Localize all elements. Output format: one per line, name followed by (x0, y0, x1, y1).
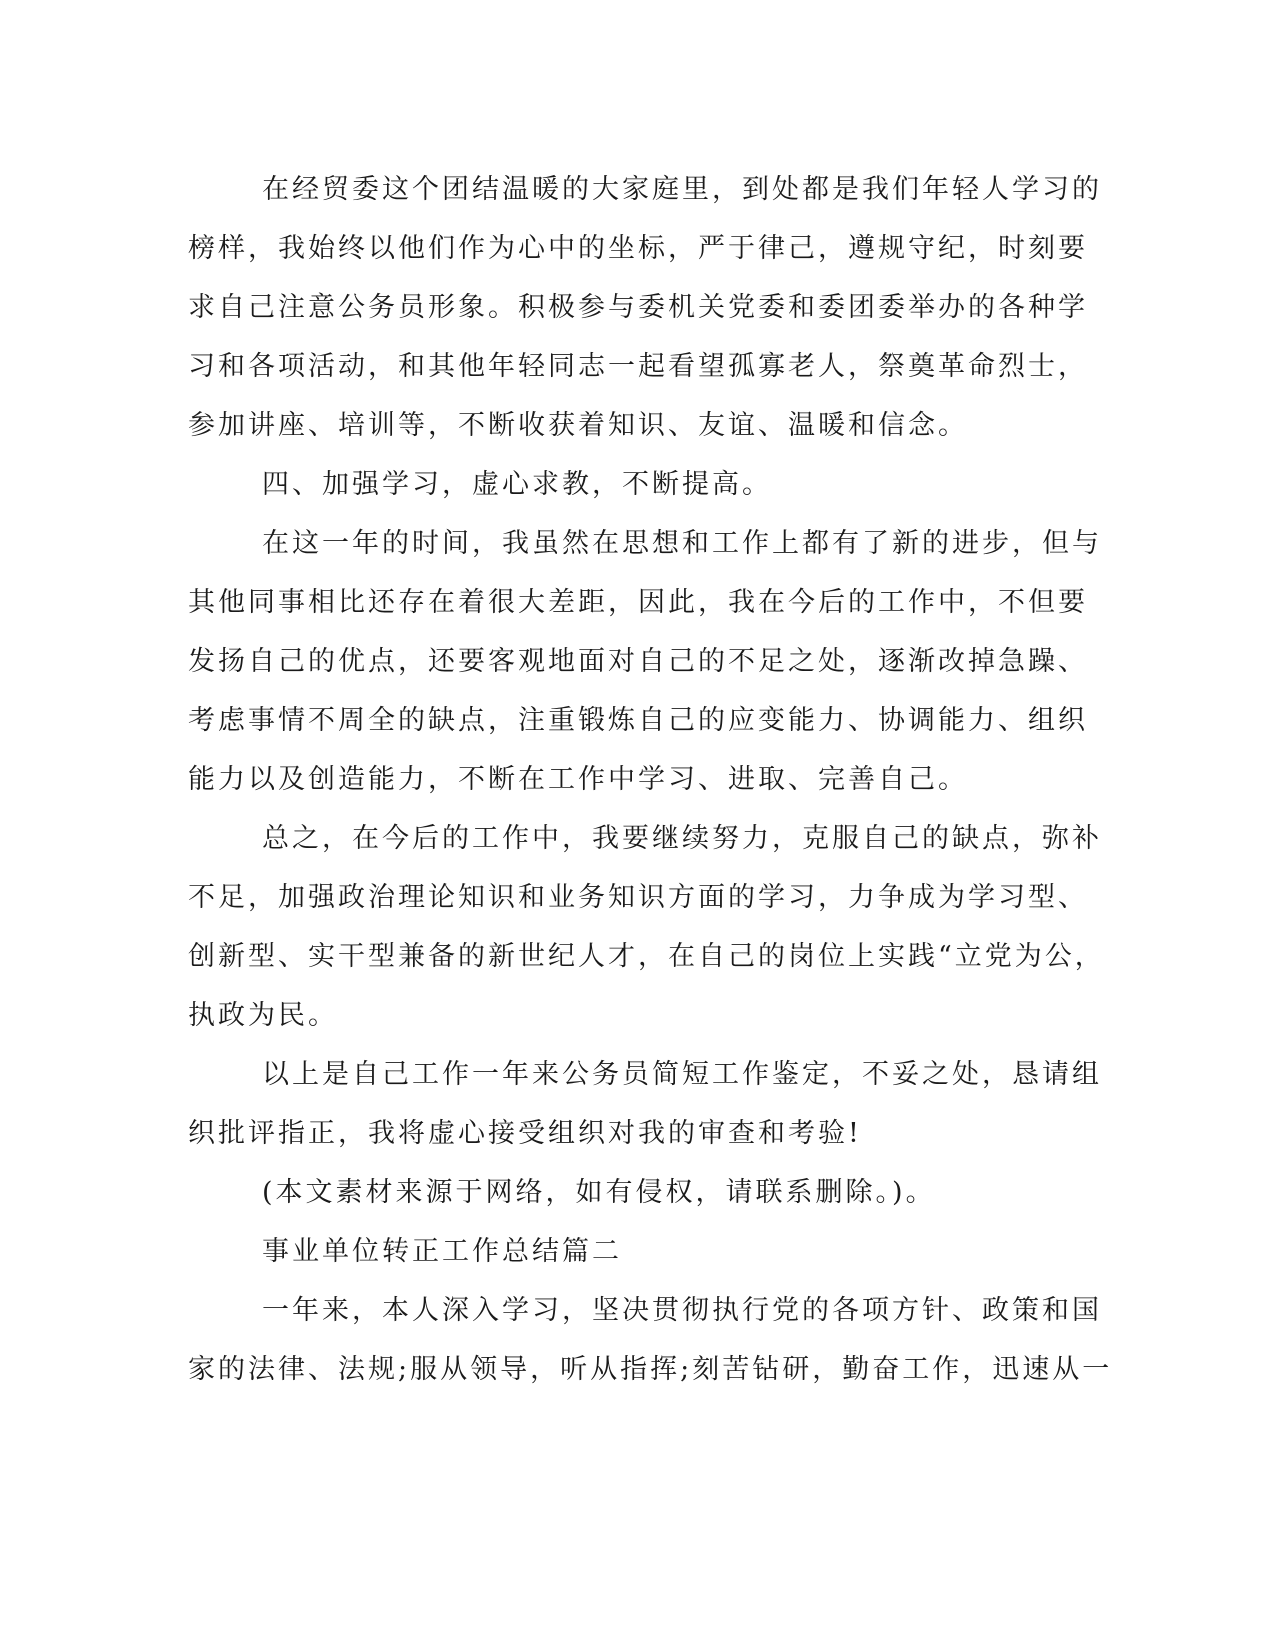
section-heading: 四、加强学习，虚心求教，不断提高。 (262, 469, 772, 500)
text-line: 求自己注意公务员形象。积极参与委机关党委和委团委举办的各种学 (188, 292, 1088, 323)
text-line: 创新型、实干型兼备的新世纪人才，在自己的岗位上实践“立党为公， (188, 941, 1105, 972)
source-note: (本文素材来源于网络，如有侵权，请联系删除。)。 (262, 1177, 936, 1208)
text-line: 家的法律、法规;服从领导，听从指挥;刻苦钻研，勤奋工作，迅速从一 (188, 1354, 1113, 1385)
document-body (188, 160, 1113, 1399)
text-line: 执政为民。 (188, 1000, 338, 1031)
text-line: 不足，加强政治理论知识和业务知识方面的学习，力争成为学习型、 (188, 882, 1088, 913)
text-line: 总之，在今后的工作中，我要继续努力，克服自己的缺点，弥补 (262, 823, 1102, 854)
section-title: 事业单位转正工作总结篇二 (262, 1236, 622, 1267)
text-line: 考虑事情不周全的缺点，注重锻炼自己的应变能力、协调能力、组织 (188, 705, 1088, 736)
text-line: 其他同事相比还存在着很大差距，因此，我在今后的工作中，不但要 (188, 587, 1088, 618)
text-line: 一年来，本人深入学习，坚决贯彻执行党的各项方针、政策和国 (262, 1295, 1102, 1326)
text-line: 在这一年的时间，我虽然在思想和工作上都有了新的进步，但与 (262, 528, 1102, 559)
text-line: 织批评指正，我将虚心接受组织对我的审查和考验! (188, 1118, 862, 1149)
text-line: 参加讲座、培训等，不断收获着知识、友谊、温暖和信念。 (188, 410, 968, 441)
text-line: 发扬自己的优点，还要客观地面对自己的不足之处，逐渐改掉急躁、 (188, 646, 1088, 677)
text-line: 以上是自己工作一年来公务员简短工作鉴定，不妥之处，恳请组 (262, 1059, 1102, 1090)
text-line: 榜样，我始终以他们作为心中的坐标，严于律己，遵规守纪，时刻要 (188, 233, 1088, 264)
text-line: 在经贸委这个团结温暖的大家庭里，到处都是我们年轻人学习的 (262, 174, 1102, 205)
text-line: 能力以及创造能力，不断在工作中学习、进取、完善自己。 (188, 764, 968, 795)
text-line: 习和各项活动，和其他年轻同志一起看望孤寡老人，祭奠革命烈士， (188, 351, 1088, 382)
